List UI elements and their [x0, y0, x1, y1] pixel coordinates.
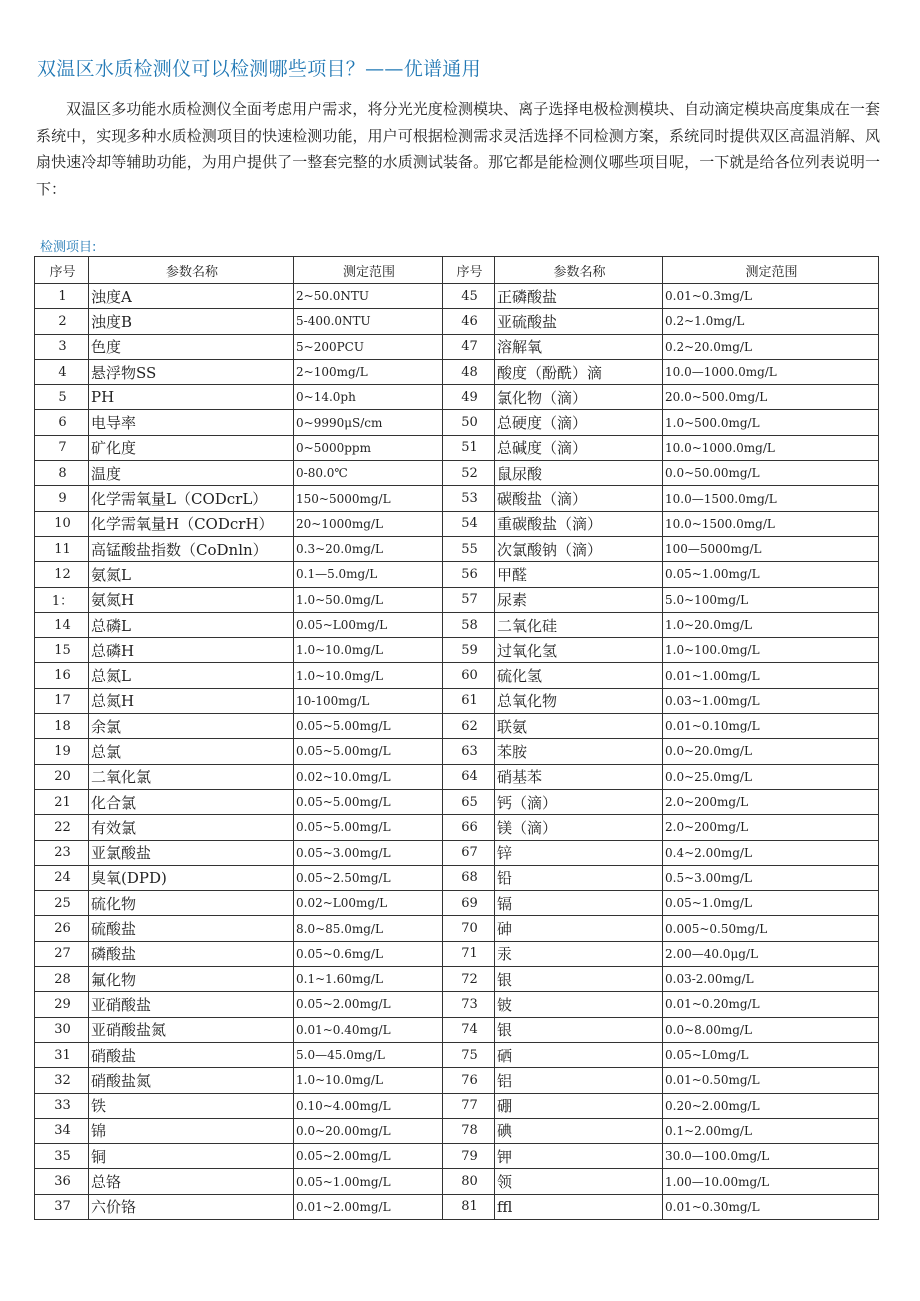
cell-no: 65 [443, 789, 495, 814]
cell-no: 10 [35, 511, 89, 536]
cell-no: 18 [35, 714, 89, 739]
section-label: 检测项目: [40, 240, 97, 255]
cell-range: 0.05~2.50mg/L [294, 865, 443, 890]
cell-no: 5 [35, 385, 89, 410]
table-row [35, 435, 879, 460]
table-row [35, 992, 879, 1017]
cell-range: 0.0~25.0mg/L [663, 764, 879, 789]
cell-range: 1.0~10.0mg/L [294, 638, 443, 663]
cell-param-name: 硝基苯 [495, 764, 663, 789]
cell-param-name: 氟化物 [89, 967, 294, 992]
cell-param-name: 锌 [495, 840, 663, 865]
cell-range: 2.0~200mg/L [663, 815, 879, 840]
cell-param-name: 鼠尿酸 [495, 461, 663, 486]
cell-param-name: 正磷酸盐 [495, 284, 663, 309]
header-param-name: 参数名称 [89, 257, 294, 284]
cell-no: 73 [443, 992, 495, 1017]
cell-range: 0.05~5.00mg/L [294, 789, 443, 814]
cell-range: 0.05~5.00mg/L [294, 815, 443, 840]
table-row [35, 1017, 879, 1042]
cell-no: 17 [35, 688, 89, 713]
cell-param-name: 氨氮H [89, 587, 294, 612]
cell-no: 60 [443, 663, 495, 688]
table-row [35, 916, 879, 941]
cell-no: 9 [35, 486, 89, 511]
cell-no: 7 [35, 435, 89, 460]
cell-no: 66 [443, 815, 495, 840]
cell-no: 22 [35, 815, 89, 840]
cell-range: 1.0~500.0mg/L [663, 410, 879, 435]
cell-no: 30 [35, 1017, 89, 1042]
table-row [35, 612, 879, 637]
cell-param-name: 次氯酸钠（滴） [495, 536, 663, 561]
cell-range: 10.0—1500.0mg/L [663, 486, 879, 511]
cell-no: 11 [35, 536, 89, 561]
cell-range: 5~200PCU [294, 334, 443, 359]
cell-no: 35 [35, 1144, 89, 1169]
table-row [35, 1194, 879, 1219]
cell-no: 19 [35, 739, 89, 764]
cell-range: 0.0~20.00mg/L [294, 1118, 443, 1143]
cell-param-name: 亚硫酸盐 [495, 309, 663, 334]
cell-range: 0.01~0.10mg/L [663, 714, 879, 739]
cell-no: 71 [443, 941, 495, 966]
cell-no: 68 [443, 865, 495, 890]
cell-range: 0.0~20.0mg/L [663, 739, 879, 764]
table-row [35, 1093, 879, 1118]
cell-no: 27 [35, 941, 89, 966]
cell-param-name: 铍 [495, 992, 663, 1017]
cell-no: 55 [443, 536, 495, 561]
cell-range: 0.1—5.0mg/L [294, 562, 443, 587]
cell-range: 0.01~0.50mg/L [663, 1068, 879, 1093]
cell-no: 15 [35, 638, 89, 663]
cell-param-name: 银 [495, 967, 663, 992]
cell-range: 0~14.0ph [294, 385, 443, 410]
cell-param-name: 钙（滴） [495, 789, 663, 814]
cell-range: 5.0~100mg/L [663, 587, 879, 612]
cell-no: 56 [443, 562, 495, 587]
cell-param-name: 总碱度（滴） [495, 435, 663, 460]
cell-range: 5.0—45.0mg/L [294, 1042, 443, 1067]
cell-no: 58 [443, 612, 495, 637]
cell-no: 52 [443, 461, 495, 486]
cell-no: 51 [443, 435, 495, 460]
cell-param-name: 二氧化硅 [495, 612, 663, 637]
cell-no: 61 [443, 688, 495, 713]
cell-param-name: 总氮L [89, 663, 294, 688]
cell-param-name: 镉 [495, 891, 663, 916]
cell-no: 37 [35, 1194, 89, 1219]
cell-no: 6 [35, 410, 89, 435]
cell-range: 0.4~2.00mg/L [663, 840, 879, 865]
cell-param-name: 余氯 [89, 714, 294, 739]
cell-no: 79 [443, 1144, 495, 1169]
cell-no: 20 [35, 764, 89, 789]
cell-range: 10.0~1000.0mg/L [663, 435, 879, 460]
cell-no: 29 [35, 992, 89, 1017]
cell-param-name: 银 [495, 1017, 663, 1042]
cell-range: 0.3~20.0mg/L [294, 536, 443, 561]
cell-param-name: 硝酸盐氮 [89, 1068, 294, 1093]
cell-param-name: 碘 [495, 1118, 663, 1143]
cell-no: 78 [443, 1118, 495, 1143]
cell-param-name: PH [89, 385, 294, 410]
cell-range: 0.05~0.6mg/L [294, 941, 443, 966]
cell-param-name: 硼 [495, 1093, 663, 1118]
cell-range: 0.10~4.00mg/L [294, 1093, 443, 1118]
cell-param-name: 钾 [495, 1144, 663, 1169]
cell-param-name: 硫化氢 [495, 663, 663, 688]
cell-param-name: 亚硝酸盐氮 [89, 1017, 294, 1042]
cell-param-name: 磷酸盐 [89, 941, 294, 966]
cell-param-name: 硝酸盐 [89, 1042, 294, 1067]
table-row [35, 1169, 879, 1194]
cell-param-name: 铝 [495, 1068, 663, 1093]
cell-no: 46 [443, 309, 495, 334]
table-row [35, 1118, 879, 1143]
cell-param-name: 化合氯 [89, 789, 294, 814]
table-row [35, 941, 879, 966]
cell-range: 0.05~5.00mg/L [294, 714, 443, 739]
cell-no: 31 [35, 1042, 89, 1067]
table-row [35, 284, 879, 309]
cell-param-name: 六价铬 [89, 1194, 294, 1219]
cell-no: 72 [443, 967, 495, 992]
cell-param-name: 氯化物（滴） [495, 385, 663, 410]
cell-param-name: 化学需氧量H（CODcrH） [89, 511, 294, 536]
cell-range: 0.20~2.00mg/L [663, 1093, 879, 1118]
cell-no: 57 [443, 587, 495, 612]
cell-param-name: 亚硝酸盐 [89, 992, 294, 1017]
cell-param-name: 矿化度 [89, 435, 294, 460]
cell-range: 0.05~1.00mg/L [663, 562, 879, 587]
cell-param-name: 电导率 [89, 410, 294, 435]
cell-param-name: 铜 [89, 1144, 294, 1169]
cell-param-name: 硫酸盐 [89, 916, 294, 941]
table-row [35, 663, 879, 688]
cell-range: 0~5000ppm [294, 435, 443, 460]
cell-range: 20.0~500.0mg/L [663, 385, 879, 410]
table-row [35, 410, 879, 435]
cell-range: 0~9990μS/cm [294, 410, 443, 435]
cell-param-name: 过氧化氢 [495, 638, 663, 663]
cell-param-name: 硫化物 [89, 891, 294, 916]
table-row [35, 385, 879, 410]
cell-range: 0.02~L00mg/L [294, 891, 443, 916]
cell-range: 0.03-2.00mg/L [663, 967, 879, 992]
cell-no: 33 [35, 1093, 89, 1118]
cell-param-name: 总氯 [89, 739, 294, 764]
header-range: 测定范围 [294, 257, 443, 284]
table-header-row [35, 257, 879, 284]
cell-no: 16 [35, 663, 89, 688]
header-range: 测定范围 [663, 257, 879, 284]
cell-range: 0.03~1.00mg/L [663, 688, 879, 713]
cell-no: 12 [35, 562, 89, 587]
cell-param-name: 汞 [495, 941, 663, 966]
table-row [35, 1144, 879, 1169]
table-row [35, 309, 879, 334]
cell-param-name: 有效氯 [89, 815, 294, 840]
cell-param-name: 总硬度（滴） [495, 410, 663, 435]
cell-param-name: 总氧化物 [495, 688, 663, 713]
table-row [35, 789, 879, 814]
cell-param-name: 砷 [495, 916, 663, 941]
cell-range: 8.0~85.0mg/L [294, 916, 443, 941]
table-row [35, 536, 879, 561]
cell-param-name: 总磷H [89, 638, 294, 663]
cell-no: 69 [443, 891, 495, 916]
cell-no: 67 [443, 840, 495, 865]
cell-range: 0.0~50.00mg/L [663, 461, 879, 486]
cell-no: 62 [443, 714, 495, 739]
cell-no: 34 [35, 1118, 89, 1143]
cell-range: 1.0~10.0mg/L [294, 663, 443, 688]
cell-range: 2~100mg/L [294, 359, 443, 384]
cell-param-name: 溶解氧 [495, 334, 663, 359]
cell-range: 0.05~2.00mg/L [294, 1144, 443, 1169]
cell-range: 0.1~2.00mg/L [663, 1118, 879, 1143]
table-row [35, 865, 879, 890]
cell-param-name: ffl [495, 1194, 663, 1219]
cell-range: 0.2~20.0mg/L [663, 334, 879, 359]
cell-param-name: 甲醛 [495, 562, 663, 587]
cell-range: 0-80.0℃ [294, 461, 443, 486]
cell-range: 0.02~10.0mg/L [294, 764, 443, 789]
cell-range: 0.05~1.0mg/L [663, 891, 879, 916]
cell-param-name: 总磷L [89, 612, 294, 637]
cell-param-name: 总铬 [89, 1169, 294, 1194]
cell-range: 0.01~0.20mg/L [663, 992, 879, 1017]
cell-param-name: 浊度A [89, 284, 294, 309]
cell-no: 59 [443, 638, 495, 663]
cell-range: 1.00—10.00mg/L [663, 1169, 879, 1194]
cell-no: 47 [443, 334, 495, 359]
cell-range: 0.005~0.50mg/L [663, 916, 879, 941]
intro-paragraph: 双温区多功能水质检测仪全面考虑用户需求，将分光光度检测模块、离子选择电极检测模块、自动滴定模块高度集成在一套系统中，实现多种水质检测项目的快速检测功能，用户可根据检测需求灵活选择不同检测方案，系统同时提供双区高温消解、风扇快速冷却等辅助功能，为用户提供了一整套完整的水质测试装备。那它都是能检测仪哪些项目呢，一下就是给各位列表说明一下： [36, 100, 880, 198]
cell-range: 100—5000mg/L [663, 536, 879, 561]
cell-no: 63 [443, 739, 495, 764]
cell-range: 0.2~1.0mg/L [663, 309, 879, 334]
cell-no: 25 [35, 891, 89, 916]
table-row [35, 840, 879, 865]
cell-param-name: 酸度（酚酰）滴 [495, 359, 663, 384]
table-row [35, 739, 879, 764]
page-title: 双温区水质检测仪可以检测哪些项目？——优谱通用 [37, 58, 481, 80]
cell-no: 64 [443, 764, 495, 789]
cell-no: 54 [443, 511, 495, 536]
cell-range: 0.05~2.00mg/L [294, 992, 443, 1017]
cell-no: 45 [443, 284, 495, 309]
table-row [35, 688, 879, 713]
cell-range: 30.0—100.0mg/L [663, 1144, 879, 1169]
table-row [35, 764, 879, 789]
cell-no: 76 [443, 1068, 495, 1093]
cell-param-name: 苯胺 [495, 739, 663, 764]
table-row [35, 714, 879, 739]
cell-no: 36 [35, 1169, 89, 1194]
cell-no: 14 [35, 612, 89, 637]
detection-items-table [34, 256, 879, 1220]
cell-range: 0.01~0.30mg/L [663, 1194, 879, 1219]
cell-range: 0.01~2.00mg/L [294, 1194, 443, 1219]
cell-param-name: 碳酸盐（滴） [495, 486, 663, 511]
header-no: 序号 [35, 257, 89, 284]
cell-range: 0.01~1.00mg/L [663, 663, 879, 688]
cell-no: 1 [35, 284, 89, 309]
cell-range: 150~5000mg/L [294, 486, 443, 511]
cell-range: 0.1~1.60mg/L [294, 967, 443, 992]
table-row [35, 461, 879, 486]
cell-no: 70 [443, 916, 495, 941]
cell-no: 26 [35, 916, 89, 941]
cell-range: 10.0—1000.0mg/L [663, 359, 879, 384]
cell-no: 2 [35, 309, 89, 334]
cell-range: 2.0~200mg/L [663, 789, 879, 814]
cell-no: 21 [35, 789, 89, 814]
cell-param-name: 温度 [89, 461, 294, 486]
cell-range: 0.05~5.00mg/L [294, 739, 443, 764]
cell-param-name: 锦 [89, 1118, 294, 1143]
cell-range: 1.0~10.0mg/L [294, 1068, 443, 1093]
cell-no: 23 [35, 840, 89, 865]
cell-range: 1.0~50.0mg/L [294, 587, 443, 612]
cell-no: 48 [443, 359, 495, 384]
cell-no: 8 [35, 461, 89, 486]
cell-range: 0.05~L00mg/L [294, 612, 443, 637]
cell-range: 10.0~1500.0mg/L [663, 511, 879, 536]
cell-no: 81 [443, 1194, 495, 1219]
cell-no: 49 [443, 385, 495, 410]
cell-param-name: 铅 [495, 865, 663, 890]
cell-param-name: 高锰酸盐指数（CoDnln） [89, 536, 294, 561]
cell-param-name: 臭氧(DPD) [89, 865, 294, 890]
table-row [35, 815, 879, 840]
cell-range: 1.0~100.0mg/L [663, 638, 879, 663]
cell-range: 20~1000mg/L [294, 511, 443, 536]
cell-range: 0.05~3.00mg/L [294, 840, 443, 865]
cell-no: 74 [443, 1017, 495, 1042]
cell-range: 0.05~L0mg/L [663, 1042, 879, 1067]
cell-no: 80 [443, 1169, 495, 1194]
cell-param-name: 氨氮L [89, 562, 294, 587]
cell-param-name: 硒 [495, 1042, 663, 1067]
cell-param-name: 亚氯酸盐 [89, 840, 294, 865]
cell-param-name: 尿素 [495, 587, 663, 612]
cell-range: 2~50.0NTU [294, 284, 443, 309]
cell-no: 50 [443, 410, 495, 435]
cell-param-name: 重碳酸盐（滴） [495, 511, 663, 536]
table-row [35, 587, 879, 612]
cell-range: 2.00—40.0μg/L [663, 941, 879, 966]
cell-range: 0.01~0.3mg/L [663, 284, 879, 309]
header-no: 序号 [443, 257, 495, 284]
cell-param-name: 联氨 [495, 714, 663, 739]
table-row [35, 359, 879, 384]
cell-range: 5-400.0NTU [294, 309, 443, 334]
cell-range: 0.0~8.00mg/L [663, 1017, 879, 1042]
cell-no: 24 [35, 865, 89, 890]
cell-param-name: 色度 [89, 334, 294, 359]
cell-no: 3 [35, 334, 89, 359]
cell-param-name: 悬浮物SS [89, 359, 294, 384]
table-row [35, 1068, 879, 1093]
cell-no: 1： [35, 587, 89, 612]
cell-no: 28 [35, 967, 89, 992]
cell-no: 77 [443, 1093, 495, 1118]
cell-no: 4 [35, 359, 89, 384]
table-row [35, 1042, 879, 1067]
table-row [35, 511, 879, 536]
table-row [35, 334, 879, 359]
table-row [35, 891, 879, 916]
cell-no: 75 [443, 1042, 495, 1067]
table-row [35, 967, 879, 992]
table-row [35, 486, 879, 511]
table-row [35, 562, 879, 587]
cell-range: 0.5~3.00mg/L [663, 865, 879, 890]
cell-param-name: 二氧化氯 [89, 764, 294, 789]
cell-param-name: 化学需氧量L（CODcrL） [89, 486, 294, 511]
cell-range: 0.05~1.00mg/L [294, 1169, 443, 1194]
cell-range: 1.0~20.0mg/L [663, 612, 879, 637]
cell-param-name: 铁 [89, 1093, 294, 1118]
cell-param-name: 镁（滴） [495, 815, 663, 840]
cell-range: 0.01~0.40mg/L [294, 1017, 443, 1042]
cell-range: 10-100mg/L [294, 688, 443, 713]
cell-param-name: 总氮H [89, 688, 294, 713]
cell-no: 53 [443, 486, 495, 511]
table-row [35, 638, 879, 663]
header-param-name: 参数名称 [495, 257, 663, 284]
cell-no: 32 [35, 1068, 89, 1093]
cell-param-name: 领 [495, 1169, 663, 1194]
cell-param-name: 浊度B [89, 309, 294, 334]
